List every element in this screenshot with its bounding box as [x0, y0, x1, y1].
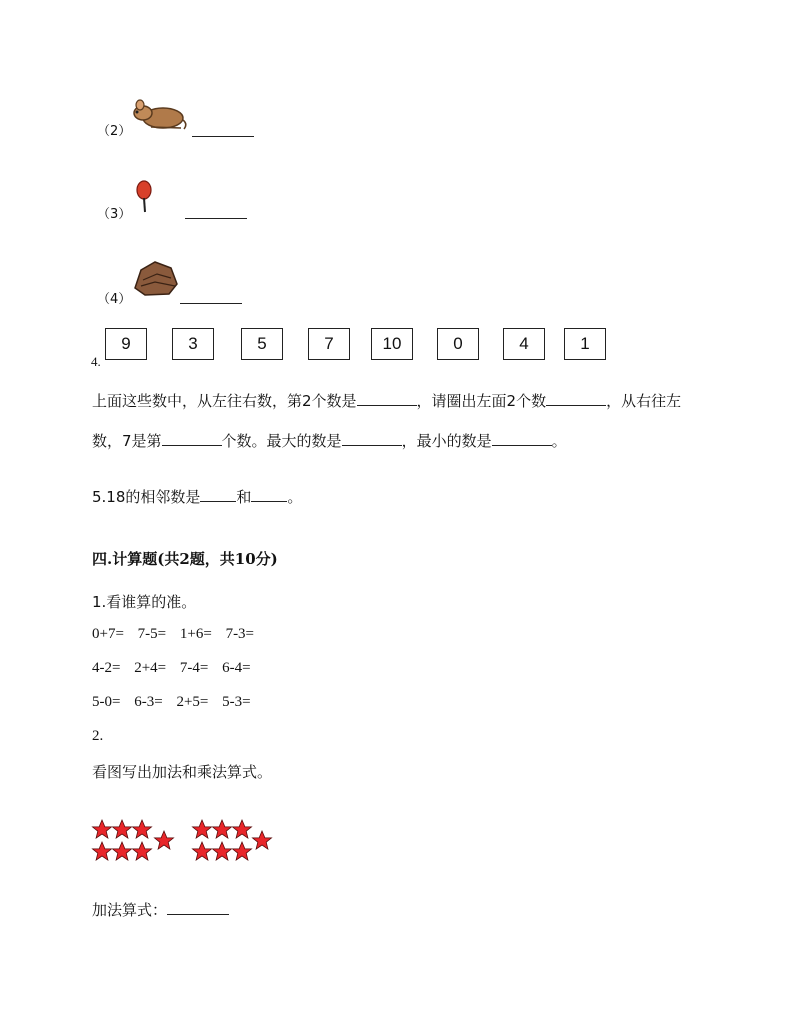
- item-4: [97, 258, 297, 306]
- number-box[interactable]: 7: [308, 328, 350, 360]
- calc-item: 0+7=: [92, 626, 124, 642]
- q5-text-a: 5.18的相邻数是: [92, 488, 201, 506]
- q4-text-b: ，请圈出左面2个数: [416, 392, 547, 410]
- star-icon: [253, 831, 272, 849]
- answer-blank[interactable]: [180, 289, 242, 304]
- calc-item: 6-3=: [134, 694, 163, 710]
- calc-item: 5-3=: [222, 694, 251, 710]
- star-group: [193, 820, 272, 860]
- star-icon: [113, 820, 132, 838]
- calc-row: [92, 626, 254, 643]
- answer-blank[interactable]: [357, 391, 417, 406]
- mouse-icon: [131, 96, 189, 132]
- star-icon: [93, 820, 112, 838]
- calc-item: 7-5=: [137, 626, 167, 642]
- question-4-line-1: [92, 390, 681, 411]
- q5-text-c: 。: [287, 488, 303, 506]
- q4-text-e: 个数。最大的数是: [221, 432, 342, 450]
- q4-text-a: 上面这些数中，从左往右数，第2个数是: [92, 392, 357, 410]
- star-icon: [193, 842, 212, 860]
- item-2-label: （2）: [97, 124, 132, 139]
- lollipop-icon: [133, 180, 159, 214]
- calc-row: [92, 694, 251, 711]
- calc-question-2-number: 2.: [92, 728, 104, 744]
- calc-item: 2+4=: [134, 660, 167, 676]
- addition-formula: [92, 899, 229, 920]
- star-groups: [90, 818, 280, 866]
- star-group: [93, 820, 174, 860]
- calc-item: 4-2=: [92, 660, 121, 676]
- number-box[interactable]: 4: [503, 328, 545, 360]
- answer-blank[interactable]: [167, 900, 229, 915]
- answer-blank[interactable]: [342, 431, 402, 446]
- calc-question-1-title: 1.看谁算的准。: [92, 593, 197, 611]
- calc-item: 1+6=: [179, 626, 212, 642]
- answer-blank[interactable]: [251, 487, 287, 502]
- star-icon: [213, 820, 232, 838]
- number-box[interactable]: 5: [241, 328, 283, 360]
- calc-item: 7-3=: [225, 626, 255, 642]
- star-icon: [155, 831, 174, 849]
- answer-blank[interactable]: [185, 204, 247, 219]
- addition-label: 加法算式：: [92, 901, 168, 919]
- answer-blank[interactable]: [200, 487, 236, 502]
- calc-question-2-title: 看图写出加法和乘法算式。: [92, 763, 273, 781]
- q4-text-d: 数，7是第: [92, 432, 162, 450]
- item-3-label: （3）: [97, 207, 132, 222]
- star-icon: [233, 820, 252, 838]
- star-icon: [233, 842, 252, 860]
- calc-item: 2+5=: [176, 694, 209, 710]
- star-icon: [113, 842, 132, 860]
- answer-blank[interactable]: [192, 122, 254, 137]
- question-4-number: 4.: [91, 354, 101, 369]
- calc-row: [92, 660, 251, 677]
- answer-blank[interactable]: [162, 431, 222, 446]
- star-icon: [213, 842, 232, 860]
- number-box[interactable]: 3: [172, 328, 214, 360]
- answer-blank[interactable]: [546, 391, 606, 406]
- question-5: [92, 486, 302, 507]
- rock-icon: [131, 258, 181, 298]
- answer-blank[interactable]: [492, 431, 552, 446]
- number-box[interactable]: 1: [564, 328, 606, 360]
- question-4-line-2: [92, 430, 567, 451]
- item-3: [97, 180, 297, 222]
- q4-text-g: 。: [551, 432, 567, 450]
- calc-item: 7-4=: [179, 660, 209, 676]
- star-icon: [133, 820, 152, 838]
- number-box[interactable]: 0: [437, 328, 479, 360]
- star-icon: [193, 820, 212, 838]
- number-box[interactable]: 9: [105, 328, 147, 360]
- calc-item: 6-4=: [222, 660, 251, 676]
- calc-item: 5-0=: [92, 694, 121, 710]
- q5-text-b: 和: [236, 488, 252, 506]
- item-2: [97, 96, 297, 138]
- q4-text-f: ，最小的数是: [401, 432, 492, 450]
- number-box[interactable]: 10: [371, 328, 413, 360]
- star-icon: [93, 842, 112, 860]
- item-4-label: （4）: [97, 292, 132, 307]
- section-4-title: 四.计算题(共2题，共10分): [92, 550, 278, 568]
- q4-text-c: ，从右往左: [606, 392, 682, 410]
- star-icon: [133, 842, 152, 860]
